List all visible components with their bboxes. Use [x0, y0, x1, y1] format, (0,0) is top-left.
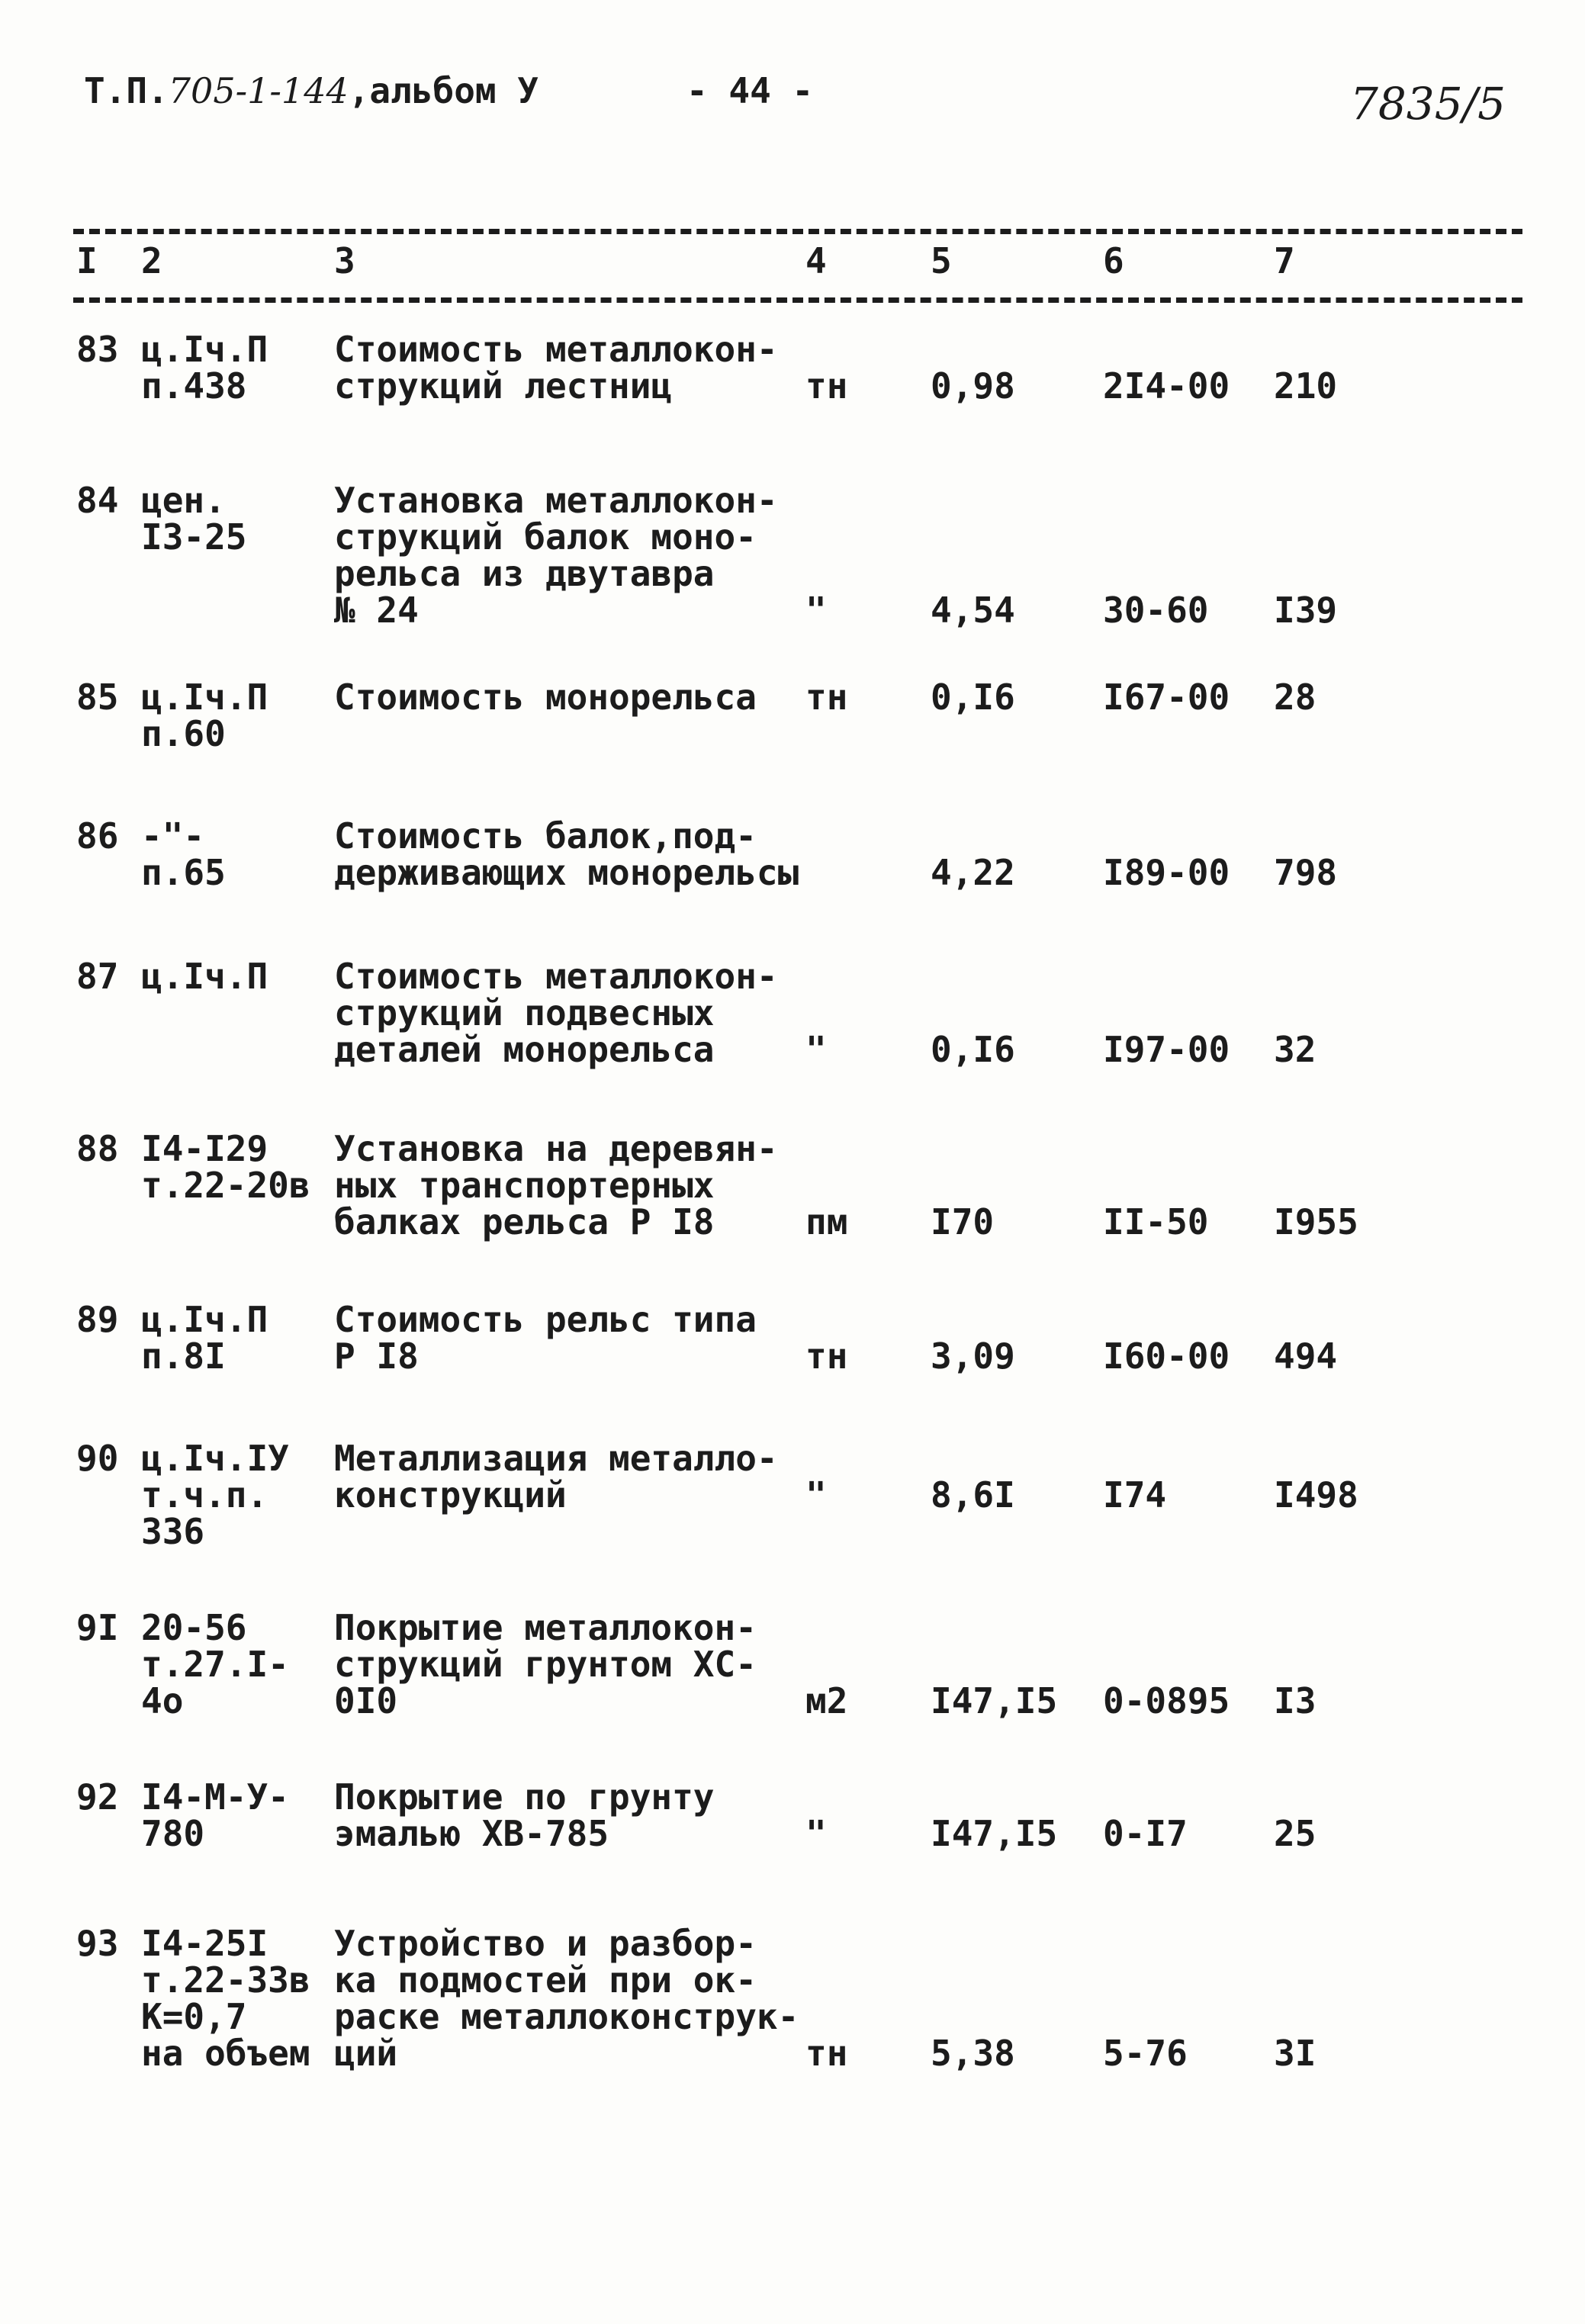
- album-label: ,альбом У: [348, 70, 539, 111]
- row-unit-price: 2I4-00: [1103, 365, 1230, 407]
- row-quantity: 0,I6: [931, 677, 1015, 718]
- row-number: 83: [76, 329, 119, 370]
- row-description: Стоимость монорельса: [334, 677, 757, 718]
- row-unit-price: I67-00: [1103, 677, 1230, 718]
- row-unit-price: 0-I7: [1103, 1813, 1188, 1854]
- row-reference: ц.Iч.IУ т.ч.п. 336: [141, 1438, 289, 1552]
- doc-number: 7835/5: [1350, 78, 1506, 130]
- row-description: Покрытие металлокон- струкций грунтом ХС- 0I0: [334, 1607, 757, 1721]
- row-description: Устройство и разбор- ка подмостей при ок- раске металлоконструк- ций: [334, 1923, 799, 2074]
- row-total: I39: [1274, 590, 1338, 631]
- row-number: 87: [76, 956, 119, 997]
- row-description: Покрытие по грунту эмалью ХВ-785: [334, 1776, 715, 1854]
- row-quantity: 0,98: [931, 365, 1015, 407]
- row-number: 90: [76, 1438, 119, 1479]
- row-quantity: 4,22: [931, 852, 1015, 893]
- row-quantity: 0,I6: [931, 1029, 1015, 1070]
- row-unit-price: 5-76: [1103, 2033, 1188, 2074]
- row-reference: ц.Iч.П п.438: [141, 329, 268, 407]
- row-unit: тн: [805, 365, 848, 407]
- row-unit: ": [805, 590, 827, 631]
- row-reference: 20-56 т.27.I- 4о: [141, 1607, 289, 1721]
- page-number: - 44 -: [686, 70, 814, 111]
- row-quantity: I70: [931, 1201, 995, 1242]
- row-unit-price: I89-00: [1103, 852, 1230, 893]
- row-number: 93: [76, 1923, 119, 1964]
- row-unit-price: I60-00: [1103, 1336, 1230, 1377]
- row-unit: тн: [805, 2033, 848, 2074]
- row-unit: тн: [805, 677, 848, 718]
- row-unit: ": [805, 1813, 827, 1854]
- row-quantity: 5,38: [931, 2033, 1015, 2074]
- column-header-5: 5: [931, 240, 952, 281]
- row-unit-price: 30-60: [1103, 590, 1209, 631]
- row-description: Установка на деревян- ных транспортерных балках рельса Р I8: [334, 1128, 778, 1242]
- row-reference: ц.Iч.П п.8I: [141, 1299, 268, 1377]
- row-number: 85: [76, 677, 119, 718]
- row-reference: ц.Iч.П п.60: [141, 677, 268, 754]
- row-unit: пм: [805, 1201, 848, 1242]
- row-unit-price: 0-0895: [1103, 1680, 1230, 1721]
- row-total: I3: [1274, 1680, 1317, 1721]
- row-unit-price: II-50: [1103, 1201, 1209, 1242]
- row-total: 494: [1274, 1336, 1338, 1377]
- row-number: 86: [76, 815, 119, 857]
- row-reference: -"- п.65: [141, 815, 226, 893]
- row-total: 32: [1274, 1029, 1317, 1070]
- row-number: 88: [76, 1128, 119, 1169]
- row-quantity: 3,09: [931, 1336, 1015, 1377]
- row-quantity: 4,54: [931, 590, 1015, 631]
- document-header: [84, 70, 539, 111]
- row-description: Стоимость металлокон- струкций лестниц: [334, 329, 778, 407]
- row-quantity: I47,I5: [931, 1680, 1058, 1721]
- row-total: I955: [1274, 1201, 1358, 1242]
- column-header-4: 4: [805, 240, 827, 281]
- row-unit-price: I74: [1103, 1474, 1167, 1516]
- row-quantity: 8,6I: [931, 1474, 1015, 1516]
- column-header-7: 7: [1274, 240, 1295, 281]
- row-number: 89: [76, 1299, 119, 1340]
- column-header-2: 2: [141, 240, 162, 281]
- row-number: 92: [76, 1776, 119, 1818]
- row-reference: I4-25I т.22-33в К=0,7 на объем: [141, 1923, 310, 2074]
- row-total: 210: [1274, 365, 1338, 407]
- column-header-1: I: [76, 240, 98, 281]
- row-description: Стоимость металлокон- струкций подвесных деталей монорельса: [334, 956, 778, 1070]
- table-rule-header: [73, 297, 1522, 303]
- row-total: 25: [1274, 1813, 1317, 1854]
- row-description: Металлизация металло- конструкций: [334, 1438, 778, 1516]
- row-unit: м2: [805, 1680, 848, 1721]
- row-unit: ": [805, 1474, 827, 1516]
- row-total: 798: [1274, 852, 1338, 893]
- row-total: 3I: [1274, 2033, 1317, 2074]
- row-unit: ": [805, 1029, 827, 1070]
- row-number: 9I: [76, 1607, 119, 1648]
- header-prefix: Т.П.: [84, 70, 169, 111]
- row-unit: тн: [805, 1336, 848, 1377]
- row-quantity: I47,I5: [931, 1813, 1058, 1854]
- row-description: Установка металлокон- струкций балок моно- рельса из двутавра № 24: [334, 480, 778, 631]
- row-unit-price: I97-00: [1103, 1029, 1230, 1070]
- row-reference: цен. I3-25: [141, 480, 247, 558]
- row-reference: ц.Iч.П: [141, 956, 268, 997]
- row-reference: I4-I29 т.22-20в: [141, 1128, 310, 1206]
- project-code: 705-1-144: [168, 70, 349, 111]
- row-number: 84: [76, 480, 119, 521]
- table-rule-top: [73, 229, 1522, 234]
- row-description: Стоимость рельс типа Р I8: [334, 1299, 757, 1377]
- column-header-3: 3: [334, 240, 355, 281]
- row-description: Стоимость балок,под- держивающих монорельсы: [334, 815, 799, 893]
- row-total: 28: [1274, 677, 1317, 718]
- column-header-6: 6: [1103, 240, 1124, 281]
- row-total: I498: [1274, 1474, 1358, 1516]
- row-reference: I4-М-У- 780: [141, 1776, 289, 1854]
